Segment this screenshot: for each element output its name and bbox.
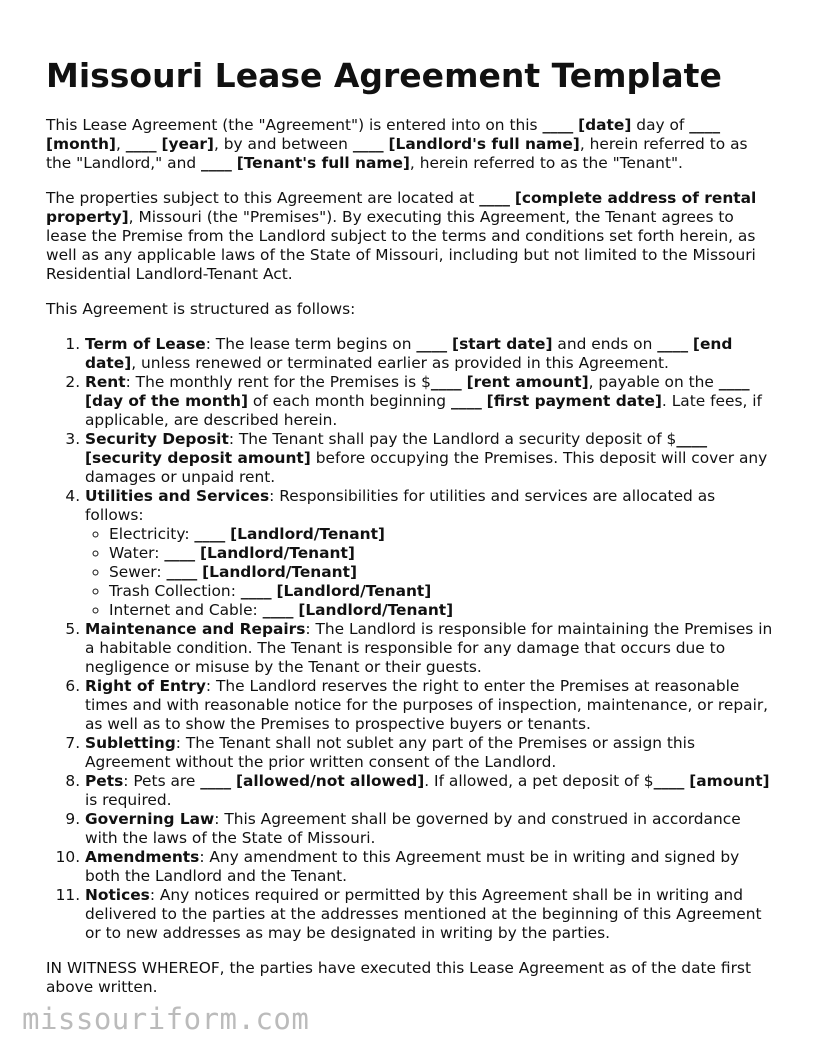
bold-text: ____ — [718, 373, 750, 391]
section-term-of-lease: 1. Term of Lease: The lease term begins on ____ [start date] and ends on ____ [end date], unless renewed or terminated earlier as provided in this Agreement. — [85, 335, 776, 373]
bold-text: [date] — [578, 116, 632, 134]
bold-text: [Landlord's full name] — [388, 135, 580, 153]
page-title: Missouri Lease Agreement Template — [46, 56, 722, 95]
bold-text: [first payment date] — [486, 392, 662, 410]
bold-text: [year] — [161, 135, 214, 153]
bold-text: [rent amount] — [466, 373, 589, 391]
bold-text: ____ — [201, 154, 232, 172]
bold-text: [start date] — [452, 335, 553, 353]
intro-paragraph-premises: The properties subject to this Agreement are located at ____ [complete address of rental property], Missouri (the "Premises"). By executing this Agreement, the Tenant agrees to lease the Premise from the Landlord subject to the terms and conditions set forth herein, as well as any applicable laws of the State of Missouri, including but not limited to the Missouri Residential Landlord-Tenant Act. — [46, 189, 757, 283]
bold-text: ____ — [416, 335, 448, 353]
bold-text: Maintenance and Repairs — [85, 620, 306, 638]
bold-text: ____ — [676, 430, 708, 448]
bold-text: Subletting — [85, 734, 176, 752]
bold-text: [security deposit amount] — [85, 449, 311, 467]
bold-text: Term of Lease — [85, 335, 206, 353]
bold-text: Amendments — [85, 848, 200, 866]
bold-text: ____ — [657, 335, 689, 353]
closing-paragraph: IN WITNESS WHEREOF, the parties have executed this Lease Agreement as of the date first above written. — [46, 959, 751, 996]
utility-internet: ◦ Internet and Cable: ____ [Landlord/Tenant] — [109, 601, 776, 620]
section-rent: 2. Rent: The monthly rent for the Premises is $____ [rent amount], payable on the ____ [day of the month] of each month beginning ____ [first payment date]. Late fees, if applicable, are described herein. — [85, 373, 776, 430]
section-governing-law: 9. Governing Law: This Agreement shall be governed by and construed in accordance with the laws of the State of Missouri. — [85, 810, 776, 848]
bold-text: Security Deposit — [85, 430, 229, 448]
intro-paragraph-structure: This Agreement is structured as follows: — [46, 300, 356, 318]
bold-text: ____ — [542, 116, 574, 134]
sections-list — [46, 335, 776, 943]
bold-text: ____ — [200, 772, 232, 790]
bold-text: [Landlord/Tenant] — [200, 544, 355, 562]
bold-text: [Landlord/Tenant] — [276, 582, 432, 600]
bold-text: [month] — [46, 135, 116, 153]
bold-text: ____ — [262, 601, 294, 619]
bold-text: ____ — [653, 772, 685, 790]
section-maintenance: 5. Maintenance and Repairs: The Landlord is responsible for maintaining the Premises in a habitable condition. The Tenant is responsible for any damage that occurs due to negligence or misuse by the Tenant or their guests. — [85, 620, 776, 677]
section-utilities-text: Utilities and Services: Responsibilities for utilities and services are allocated as follows: — [85, 487, 716, 524]
bold-text: Governing Law — [85, 810, 215, 828]
bold-text: ____ — [479, 189, 510, 207]
bold-text: ____ — [194, 525, 226, 543]
section-subletting: 7. Subletting: The Tenant shall not sublet any part of the Premises or assign this Agreement without the prior written consent of the Landlord. — [85, 734, 776, 772]
bold-text: Utilities and Services — [85, 487, 270, 505]
bold-text: [end date] — [85, 335, 733, 372]
bold-text: Notices — [85, 886, 150, 904]
bold-text: [amount] — [689, 772, 770, 790]
bold-text: Rent — [85, 373, 126, 391]
section-right-of-entry: 6. Right of Entry: The Landlord reserves the right to enter the Premises at reasonable times and with reasonable notice for the purposes of inspection, maintenance, or repair, as well as to show the Premises to prospective buyers or tenants. — [85, 677, 776, 734]
bold-text: ____ — [166, 563, 198, 581]
utility-sewer: ◦ Sewer: ____ [Landlord/Tenant] — [109, 563, 776, 582]
intro-paragraph-parties: This Lease Agreement (the "Agreement") is entered into on this ____ [date] day of ____ [month], ____ [year], by and between ____ [Landlord's full name], herein referred to as the "Landlord," and ____ [Tenant's full name], herein referred to as the "Tenant". — [46, 116, 748, 172]
section-pets: 8. Pets: Pets are ____ [allowed/not allowed]. If allowed, a pet deposit of $____ [amount] is required. — [85, 772, 776, 810]
bold-text: ____ — [164, 544, 196, 562]
utilities-list — [85, 525, 776, 620]
bold-text: ____ — [450, 392, 482, 410]
bold-text: [complete address of rental property] — [46, 189, 757, 226]
bold-text: [Landlord/Tenant] — [202, 563, 357, 581]
bold-text: Pets — [85, 772, 124, 790]
utility-water: ◦ Water: ____ [Landlord/Tenant] — [109, 544, 776, 563]
bold-text: ____ — [430, 373, 462, 391]
bold-text: Right of Entry — [85, 677, 206, 695]
site-watermark: missouriform.com — [22, 1002, 310, 1036]
bold-text: ____ — [352, 135, 384, 153]
utility-trash: ◦ Trash Collection: ____ [Landlord/Tenant] — [109, 582, 776, 601]
bold-text: [Landlord/Tenant] — [298, 601, 454, 619]
bold-text: ____ — [125, 135, 157, 153]
utility-electricity: ◦ Electricity: ____ [Landlord/Tenant] — [109, 525, 776, 544]
bold-text: [Landlord/Tenant] — [230, 525, 385, 543]
document-page — [46, 54, 776, 1013]
section-notices: 11. Notices: Any notices required or permitted by this Agreement shall be in writing and delivered to the parties at the addresses mentioned at the beginning of this Agreement or to new addresses as may be designated in writing by the parties. — [85, 886, 776, 943]
section-utilities — [85, 487, 776, 620]
bold-text: [Tenant's full name] — [236, 154, 410, 172]
section-amendments: 10. Amendments: Any amendment to this Agreement must be in writing and signed by both the Landlord and the Tenant. — [85, 848, 776, 886]
bold-text: [allowed/not allowed] — [235, 772, 425, 790]
bold-text: ____ — [240, 582, 272, 600]
section-security-deposit: 3. Security Deposit: The Tenant shall pay the Landlord a security deposit of $____ [security deposit amount] before occupying the Premises. This deposit will cover any damages or unpaid rent. — [85, 430, 776, 487]
bold-text: ____ — [689, 116, 721, 134]
bold-text: [day of the month] — [85, 392, 249, 410]
